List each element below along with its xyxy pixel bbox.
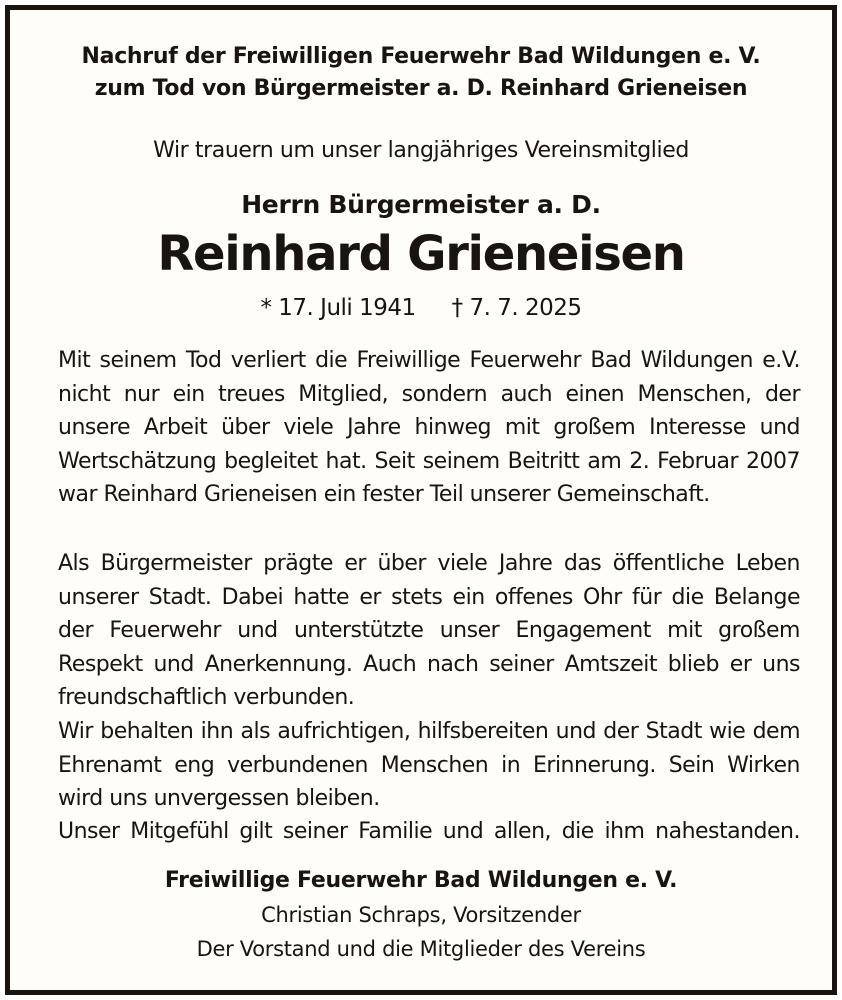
paragraph-mayor: Als Bürgermeister prägte er über viele Jahre das öffentliche Leben unserer Stadt. Dabei hatte er stets ein offenes Ohr für die Belange der Feuerwehr und unterstützte unser Engagement mit großem Respekt und Anerkennung. Auch nach seiner Amtszeit blieb er uns freundschaftlich verbunden. (58, 551, 800, 710)
heading-line-2: zum Tod von Bürgermeister a. D. Reinhard Grieneisen (94, 76, 748, 101)
paragraph-remembrance: Wir behalten ihn als aufrichtigen, hilfsbereiten und der Stadt wie dem Ehrenamt eng verbundenen Menschen in Erinnerung. Sein Wirken wird uns unvergessen bleiben. (58, 719, 800, 811)
signature-chair: Christian Schraps, Vorsitzender (261, 903, 581, 927)
paragraph-tenure: Mit seinem Tod verliert die Freiwillige Feuerwehr Bad Wildungen e.V. nicht nur ein treues Mitglied, sondern auch einen Menschen, der unsere Arbeit über viele Jahre hinweg mit großem Interesse und Wertschätzung begleitet hat. Seit seinem Beitritt am 2. Februar 2007 war Reinhard Grieneisen ein fester Teil unserer Gemeinschaft. (58, 348, 800, 507)
heading-line-1: Nachruf der Freiwilligen Feuerwehr Bad Wildungen e. V. (81, 44, 761, 69)
intro-text: Wir trauern um unser langjähriges Vereinsmitglied (153, 138, 689, 163)
paragraph-condolence: Unser Mitgefühl gilt seiner Familie und allen, die ihm nahestanden. (58, 819, 800, 844)
signature-board: Der Vorstand und die Mitglieder des Vereins (196, 937, 646, 961)
birth-date: * 17. Juli 1941 (260, 295, 416, 321)
deceased-name: Reinhard Grieneisen (157, 226, 685, 282)
death-date: † 7. 7. 2025 (451, 295, 582, 321)
life-dates (10, 295, 832, 321)
deceased-title: Herrn Bürgermeister a. D. (241, 190, 601, 219)
signature-organization: Freiwillige Feuerwehr Bad Wildungen e. V. (164, 868, 678, 893)
obituary-frame (5, 5, 837, 995)
